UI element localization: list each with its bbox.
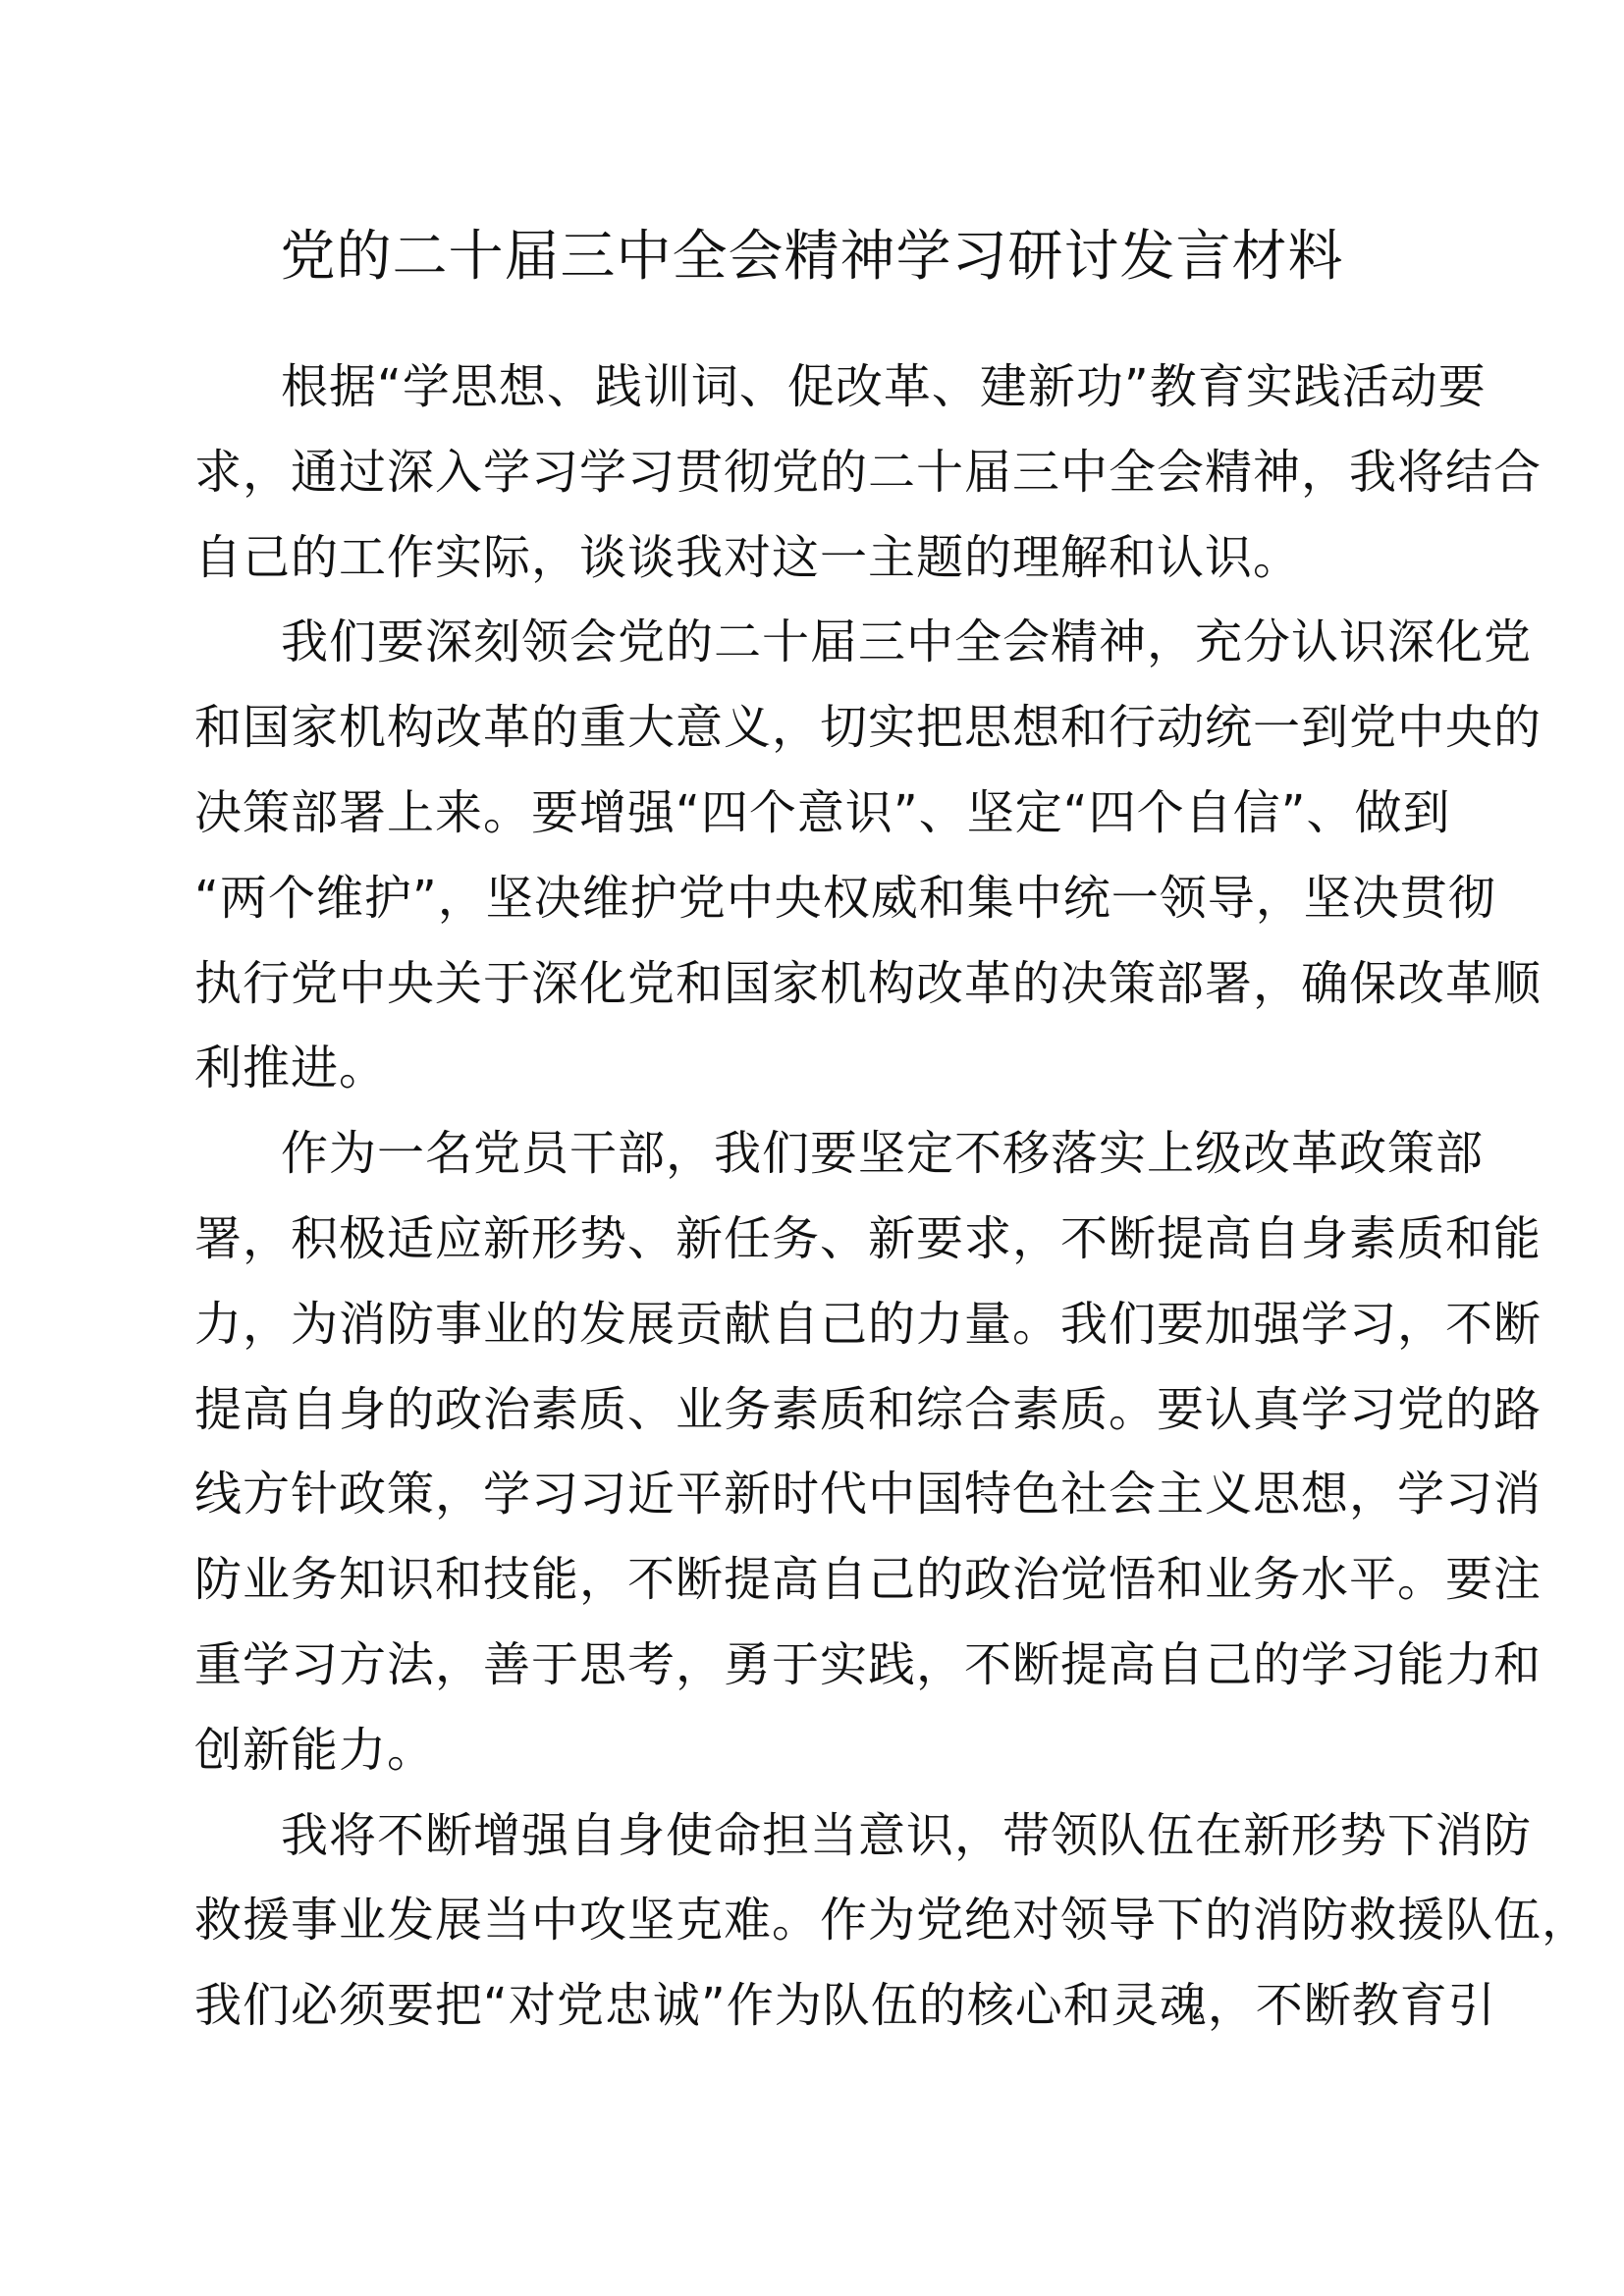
paragraph-line: 救援事业发展当中攻坚克难。作为党绝对领导下的消防救援队伍， <box>194 1893 1591 1949</box>
paragraph-2 <box>194 600 1543 1111</box>
paragraph-line: 力，为消防事业的发展贡献自己的力量。我们要加强学习，不断 <box>194 1296 1543 1352</box>
paragraph-line: 署，积极适应新形势、新任务、新要求，不断提高自身素质和能 <box>194 1210 1543 1266</box>
paragraph-line: 和国家机构改革的重大意义，切实把思想和行动统一到党中央的 <box>194 700 1543 756</box>
paragraph-line: 作为一名党员干部，我们要坚定不移落实上级改革政策部 <box>281 1126 1485 1182</box>
document-title: 党的二十届三中全会精神学习研讨发言材料 <box>280 225 1344 289</box>
paragraph-line: 创新能力。 <box>194 1722 436 1778</box>
paragraph-line: 线方针政策，学习习近平新时代中国特色社会主义思想，学习消 <box>194 1467 1543 1522</box>
paragraph-line: “两个维护”，坚决维护党中央权威和集中统一领导，坚决贯彻 <box>194 870 1496 926</box>
document-body <box>194 345 1591 2049</box>
paragraph-line: 重学习方法，善于思考，勇于实践，不断提高自己的学习能力和 <box>194 1636 1543 1692</box>
paragraph-line: 我们要深刻领会党的二十届三中全会精神，充分认识深化党 <box>281 614 1533 670</box>
paragraph-line: 我们必须要把“对党忠诚”作为队伍的核心和灵魂，不断教育引 <box>194 1978 1496 2034</box>
paragraph-1 <box>194 345 1543 600</box>
paragraph-line: 求，通过深入学习学习贯彻党的二十届三中全会精神，我将结合 <box>194 444 1543 500</box>
paragraph-line: 根据“学思想、践训词、促改革、建新功”教育实践活动要 <box>281 359 1487 414</box>
paragraph-4 <box>194 1793 1591 2049</box>
paragraph-line: 利推进。 <box>194 1041 388 1096</box>
paragraph-line: 防业务知识和技能，不断提高自己的政治觉悟和业务水平。要注 <box>194 1552 1543 1608</box>
paragraph-line: 决策部署上来。要增强“四个意识”、坚定“四个自信”、做到 <box>194 784 1451 840</box>
paragraph-line: 自己的工作实际，谈谈我对这一主题的理解和认识。 <box>194 529 1302 585</box>
paragraph-line: 我将不断增强自身使命担当意识，带领队伍在新形势下消防 <box>281 1807 1533 1863</box>
paragraph-line: 提高自身的政治素质、业务素质和综合素质。要认真学习党的路 <box>194 1381 1543 1437</box>
paragraph-line: 执行党中央关于深化党和国家机构改革的决策部署，确保改革顺 <box>194 955 1543 1011</box>
paragraph-3 <box>194 1111 1543 1792</box>
